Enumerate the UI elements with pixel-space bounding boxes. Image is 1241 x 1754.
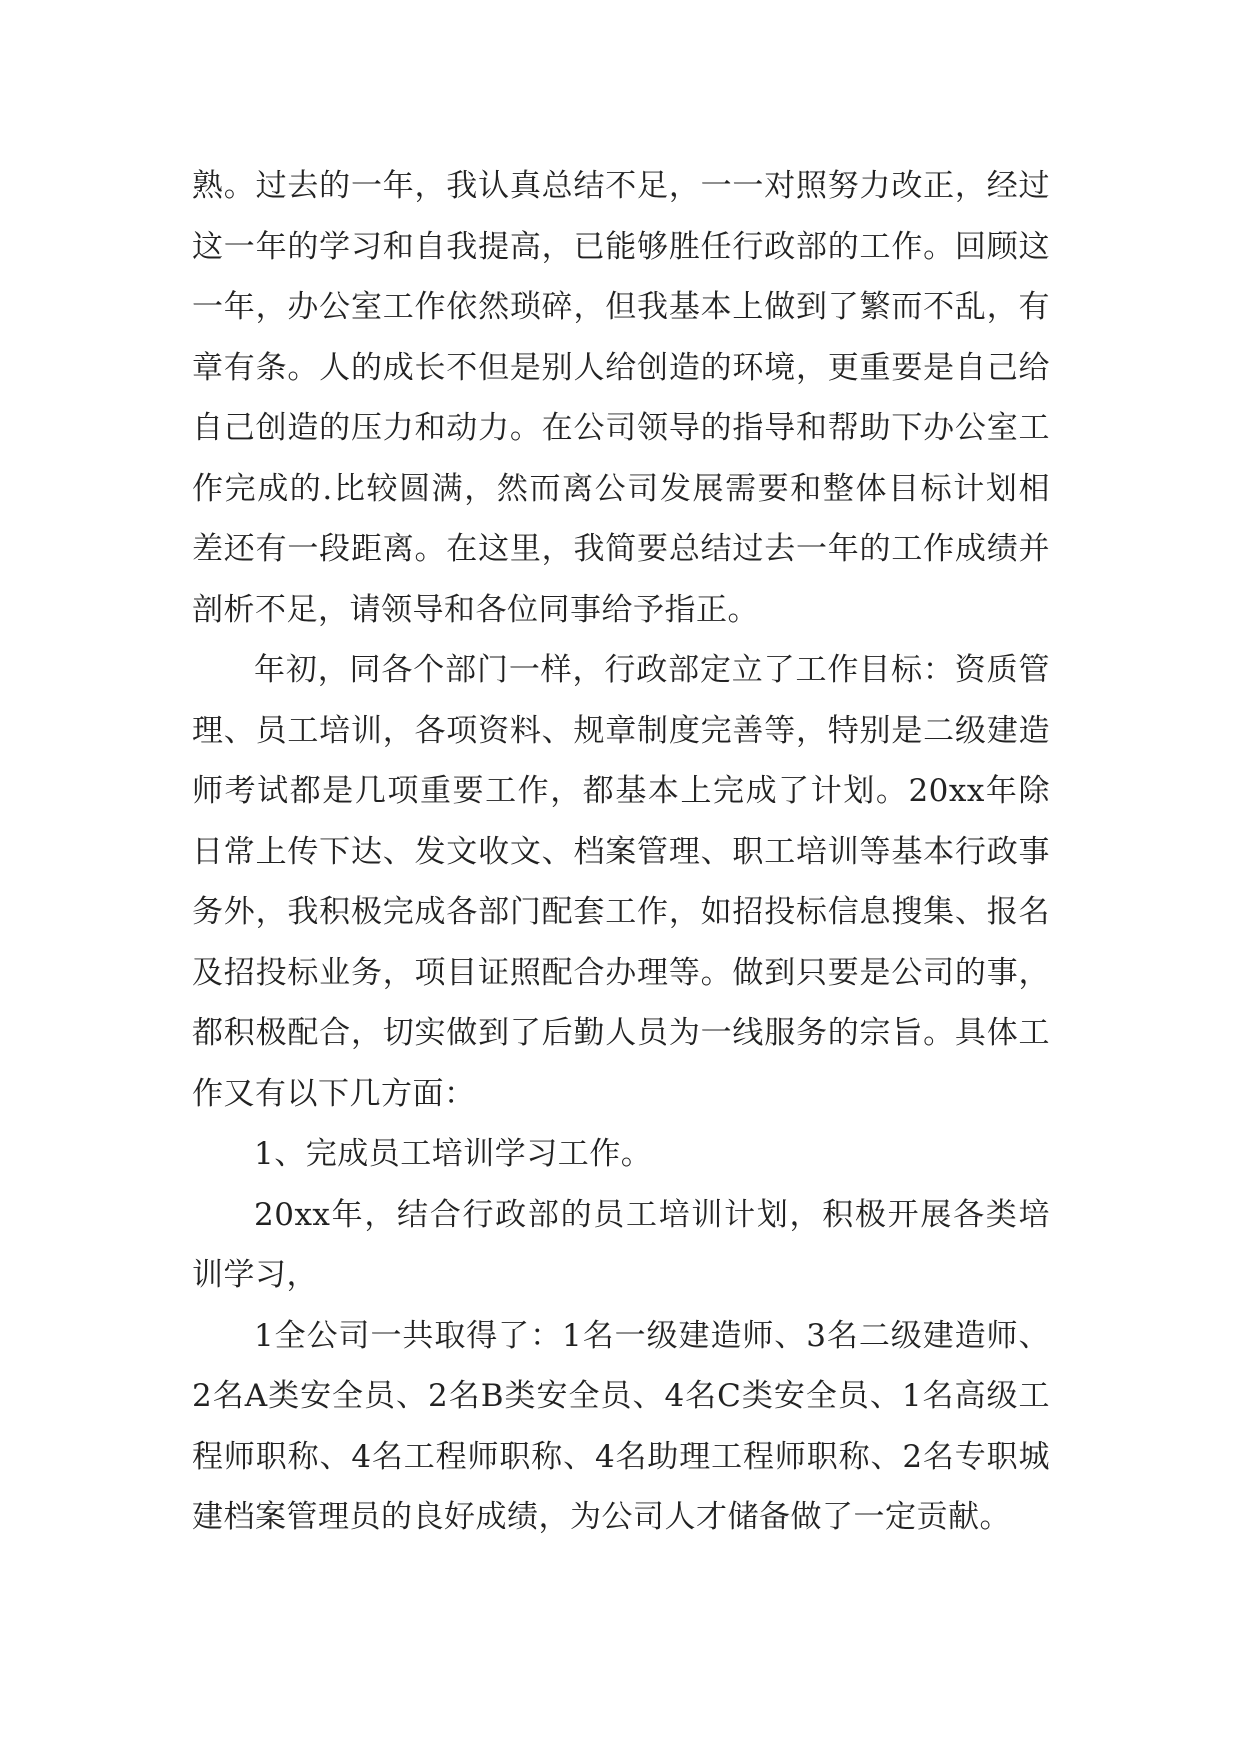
paragraph-continued: 熟。过去的一年，我认真总结不足，一一对照努力改正，经过这一年的学习和自我提高，已能够胜任行政部的工作。回顾这一年，办公室工作依然琐碎，但我基本上做到了繁而不乱，有章有条。人的成长不但是别人给创造的环境，更重要是自己给自己创造的压力和动力。在公司领导的指导和帮助下办公室工作完成的.比较圆满，然而离公司发展需要和整体目标计划相差还有一段距离。在这里，我简要总结过去一年的工作成绩并剖析不足，请领导和各位同事给予指正。	[192, 168, 1050, 628]
paragraph-annual-goals: 年初，同各个部门一样，行政部定立了工作目标：资质管理、员工培训，各项资料、规章制度完善等，特别是二级建造师考试都是几项重要工作，都基本上完成了计划。20xx年除日常上传下达、发文收文、档案管理、职工培训等基本行政事务外，我积极完成各部门配套工作，如招投标信息搜集、报名及招投标业务，项目证照配合办理等。做到只要是公司的事，都积极配合，切实做到了后勤人员为一线服务的宗旨。具体工作又有以下几方面：	[192, 652, 1050, 1112]
document-body	[192, 156, 1050, 1548]
section-heading-training: 1、完成员工培训学习工作。	[254, 1136, 653, 1172]
paragraph-certifications: 1全公司一共取得了：1名一级建造师、3名二级建造师、2名A类安全员、2名B类安全员、4名C类安全员、1名高级工程师职称、4名工程师职称、4名助理工程师职称、2名专职城建档案管理员的良好成绩，为公司人才储备做了一定贡献。	[192, 1317, 1050, 1535]
paragraph-training-plan: 20xx年，结合行政部的员工培训计划，积极开展各类培训学习，	[192, 1196, 1050, 1293]
